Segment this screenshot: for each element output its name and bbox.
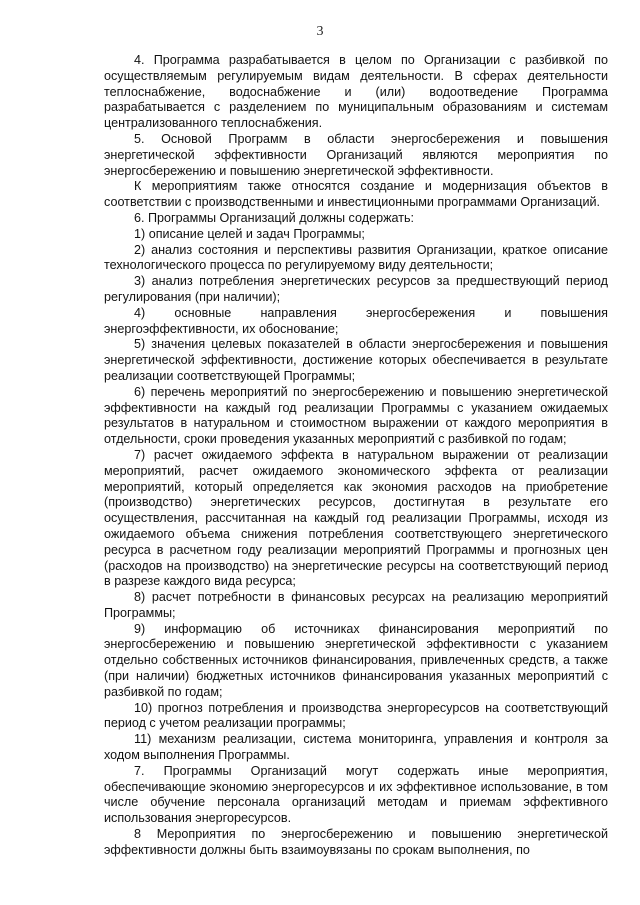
paragraph-other-measures: 7. Программы Организаций могут содержать иные мероприятия, обеспечивающие экономию энергоресурсов и их эффективное использование, в том числе обучение персонала организаций методам и приемам эффективного использования энергоресурсов. — [104, 763, 608, 826]
list-item-effect-calculation: 7) расчет ожидаемого эффекта в натуральном выражении от реализации мероприятий, расчет ожидаемого экономического эффекта от реализации мероприятий, который определяется как экономия расходов на приобретение (производство) энергетических ресурсов, достигнутая в результате его осуществления, рассчитанная на каждый год реализации Программы, исходя из ожидаемого объема снижения потребления соответствующего энергетического ресурса в расчетном году реализации мероприятий Программы и прогнозных цен (расходов на производство) на энергетические ресурсы на соответствующий период в разрезе каждого вида ресурса; — [104, 447, 608, 589]
document-body — [104, 53, 608, 859]
paragraph-program-scope: 4. Программа разрабатывается в целом по Организации с разбивкой по осуществляемым регулируемым видам деятельности. В сферах деятельности теплоснабжение, водоснабжение и (или) водоотведение Программа разрабатывается с разделением по муниципальным образованиям и системам централизованного теплоснабжения. — [104, 53, 608, 131]
list-item-goals: 1) описание целей и задач Программы; — [134, 226, 365, 241]
paragraph-program-basis: 5. Основой Программ в области энергосбережения и повышения энергетической эффективности Организаций являются мероприятия по энергосбережению и повышению энергетической эффективности. — [104, 131, 608, 178]
list-item-main-directions: 4) основные направления энергосбережения и повышения энергоэффективности, их обоснование; — [104, 305, 608, 336]
list-item-monitoring: 11) механизм реализации, система мониторинга, управления и контроля за ходом выполнения Программы. — [104, 732, 608, 763]
paragraph-program-contents: 6. Программы Организаций должны содержать: — [134, 210, 415, 225]
list-item-forecast: 10) прогноз потребления и производства энергоресурсов на соответствующий период с учетом реализации программы; — [104, 700, 608, 731]
list-item-measures-list: 6) перечень мероприятий по энергосбережению и повышению энергетической эффективности на каждый год реализации Программы с указанием ожидаемых результатов в натуральном и стоимостном выражении от каждого мероприятия в отдельности, сроки проведения указанных мероприятий с разбивкой по годам; — [104, 384, 608, 447]
list-item-target-indicators: 5) значения целевых показателей в области энергосбережения и повышения энергетической эффективности, достижение которых обеспечивается в результате реализации соответствующей Программы; — [104, 337, 608, 383]
list-item-state-analysis: 2) анализ состояния и перспективы развития Организации, краткое описание технологического процесса по регулируемому виду деятельности; — [104, 242, 608, 273]
list-item-consumption-analysis: 3) анализ потребления энергетических ресурсов за предшествующий период регулирования (при наличии); — [104, 274, 608, 304]
list-item-financial-needs: 8) расчет потребности в финансовых ресурсах на реализацию мероприятий Программы; — [104, 590, 608, 620]
paragraph-measures-interlinked: 8 Мероприятия по энергосбережению и повышению энергетической эффективности должны быть взаимоувязаны по срокам выполнения, по — [104, 827, 608, 857]
list-item-funding-sources: 9) информацию об источниках финансирования мероприятий по энергосбережению и повышению энергетической эффективности с указанием отдельно собственных источников финансирования, привлеченных средств, а также (при наличии) бюджетных источников финансирования указанных мероприятий с разбивкой по годам; — [104, 621, 608, 699]
paragraph-measures-include: К мероприятиям также относятся создание и модернизация объектов в соответствии с производственными и инвестиционными программами Организаций. — [104, 179, 608, 210]
page-number: 3 — [316, 24, 324, 39]
